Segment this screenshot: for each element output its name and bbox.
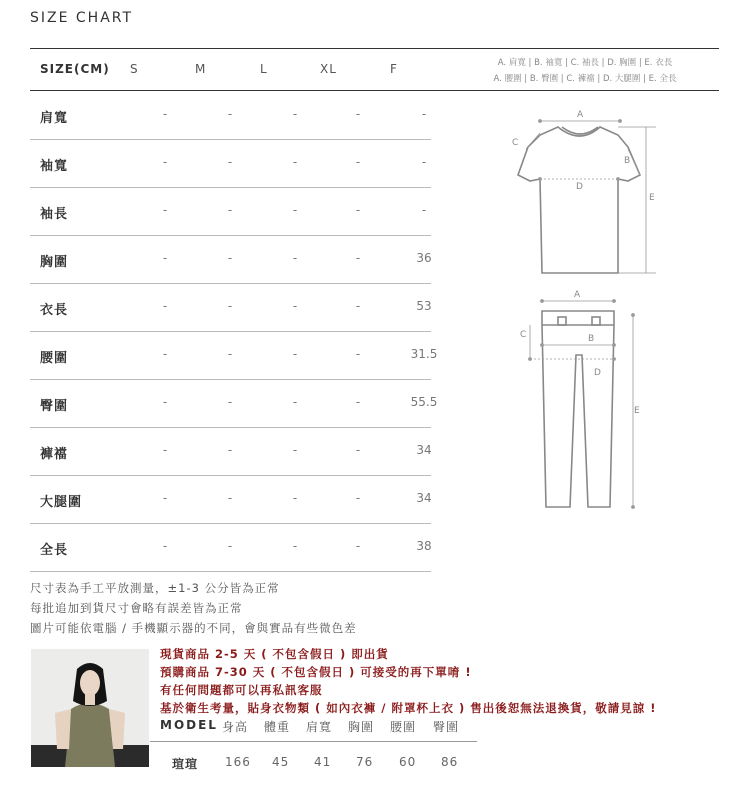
cell-f: 31.5 xyxy=(410,347,438,361)
bottom-diagram xyxy=(500,285,680,515)
row-label: 胸圍 xyxy=(40,255,69,270)
cell-xl: - xyxy=(355,107,361,121)
cell-f: 38 xyxy=(416,539,432,553)
size-header-xl: XL xyxy=(320,62,337,76)
size-header-m: M xyxy=(195,62,207,76)
row-label: 衣長 xyxy=(40,303,69,318)
cell-l: - xyxy=(292,491,298,505)
top-diagram xyxy=(500,105,680,285)
cell-l: - xyxy=(292,203,298,217)
cell-s: - xyxy=(162,155,168,169)
cell-m: - xyxy=(227,203,233,217)
model-hip-value: 86 xyxy=(441,755,459,769)
cell-m: - xyxy=(227,395,233,409)
pants-label-d: D xyxy=(594,368,601,378)
measurement-notes xyxy=(30,578,357,638)
cell-xl: - xyxy=(355,203,361,217)
table-row xyxy=(30,235,431,284)
cell-xl: - xyxy=(355,491,361,505)
model-name: 瑄瑄 xyxy=(172,757,199,771)
model-table-rule xyxy=(150,741,477,742)
policy-line: 現貨商品 2-5 天 ( 不包含假日 ) 即出貨 xyxy=(160,647,389,661)
model-header-height: 身高 xyxy=(222,720,249,734)
measurement-legend xyxy=(450,55,720,87)
cell-s: - xyxy=(162,251,168,265)
model-photo xyxy=(31,649,149,767)
pants-label-c: C xyxy=(520,330,527,340)
cell-l: - xyxy=(292,443,298,457)
cell-s: - xyxy=(162,491,168,505)
cell-m: - xyxy=(227,299,233,313)
row-label: 腰圍 xyxy=(40,351,69,366)
pants-label-b: B xyxy=(588,334,595,344)
size-header-f: F xyxy=(390,62,398,76)
note-line: 每批追加到貨尺寸會略有誤差皆為正常 xyxy=(30,601,243,615)
policy-line: 有任何問題都可以再私訊客服 xyxy=(160,683,323,697)
cell-s: - xyxy=(162,347,168,361)
note-line: 尺寸表為手工平放測量，±1-3 公分皆為正常 xyxy=(30,581,280,595)
table-row xyxy=(30,283,431,332)
size-header-label: SIZE(CM) xyxy=(40,62,110,76)
cell-f: 34 xyxy=(416,491,432,505)
policy-line: 基於衛生考量，貼身衣物類 ( 如內衣褲 / 附罩杯上衣 ) 售出後恕無法退換貨，敬請見諒 ! xyxy=(160,701,657,715)
top-label-b: B xyxy=(624,156,631,166)
model-waist-value: 60 xyxy=(399,755,417,769)
table-row xyxy=(30,427,431,476)
cell-s: - xyxy=(162,395,168,409)
cell-xl: - xyxy=(355,443,361,457)
table-row xyxy=(30,187,431,236)
model-header-waist: 腰圍 xyxy=(390,720,417,734)
cell-f: 53 xyxy=(416,299,432,313)
pants-label-e: E xyxy=(634,406,640,416)
model-header-shoulder: 肩寬 xyxy=(306,720,333,734)
cell-s: - xyxy=(162,299,168,313)
cell-l: - xyxy=(292,299,298,313)
cell-l: - xyxy=(292,251,298,265)
cell-s: - xyxy=(162,203,168,217)
cell-l: - xyxy=(292,107,298,121)
model-bust-value: 76 xyxy=(356,755,374,769)
row-label: 褲襠 xyxy=(40,447,69,462)
cell-f: - xyxy=(421,107,427,121)
cell-xl: - xyxy=(355,539,361,553)
cell-l: - xyxy=(292,155,298,169)
cell-m: - xyxy=(227,155,233,169)
cell-f: - xyxy=(421,203,427,217)
size-header-l: L xyxy=(260,62,268,76)
model-shoulder-value: 41 xyxy=(314,755,332,769)
cell-m: - xyxy=(227,347,233,361)
cell-xl: - xyxy=(355,251,361,265)
model-weight-value: 45 xyxy=(272,755,290,769)
top-label-a: A xyxy=(577,110,584,120)
model-height-value: 166 xyxy=(225,755,251,769)
row-label: 臀圍 xyxy=(40,399,69,414)
cell-m: - xyxy=(227,251,233,265)
cell-xl: - xyxy=(355,347,361,361)
pants-label-a: A xyxy=(574,290,581,300)
cell-s: - xyxy=(162,539,168,553)
model-header-hip: 臀圍 xyxy=(433,720,460,734)
model-header-label: MODEL xyxy=(160,718,218,732)
model-header-weight: 體重 xyxy=(264,720,291,734)
cell-xl: - xyxy=(355,299,361,313)
row-label: 大腿圍 xyxy=(40,495,83,510)
cell-l: - xyxy=(292,395,298,409)
top-label-e: E xyxy=(649,193,655,203)
cell-l: - xyxy=(292,539,298,553)
top-label-c: C xyxy=(512,138,519,148)
row-label: 肩寬 xyxy=(40,111,69,126)
policy-line: 預購商品 7-30 天 ( 不包含假日 ) 可接受的再下單唷 ! xyxy=(160,665,472,679)
table-row xyxy=(30,523,431,572)
top-outline xyxy=(518,127,640,273)
top-label-d: D xyxy=(576,182,583,192)
cell-m: - xyxy=(227,107,233,121)
cell-f: 55.5 xyxy=(410,395,438,409)
header-top-rule xyxy=(30,48,719,49)
cell-l: - xyxy=(292,347,298,361)
cell-m: - xyxy=(227,443,233,457)
cell-m: - xyxy=(227,491,233,505)
table-row xyxy=(30,475,431,524)
table-row xyxy=(30,331,438,380)
cell-xl: - xyxy=(355,155,361,169)
pants-outline xyxy=(542,311,614,507)
note-line: 圖片可能依電腦 / 手機顯示器的不同，會與實品有些微色差 xyxy=(30,621,357,635)
table-row xyxy=(30,379,438,428)
cell-s: - xyxy=(162,443,168,457)
table-row xyxy=(30,91,431,140)
table-row xyxy=(30,139,431,188)
cell-f: 36 xyxy=(416,251,432,265)
cell-f: - xyxy=(421,155,427,169)
size-header-s: S xyxy=(130,62,139,76)
legend-bottom-line: A. 腰圍 | B. 臀圍 | C. 褲襠 | D. 大腿圍 | E. 全長 xyxy=(493,74,677,84)
cell-m: - xyxy=(227,539,233,553)
legend-top-line: A. 肩寬 | B. 袖寬 | C. 袖長 | D. 胸圍 | E. 衣長 xyxy=(497,58,673,68)
cell-f: 34 xyxy=(416,443,432,457)
cell-xl: - xyxy=(355,395,361,409)
page-title: SIZE CHART xyxy=(30,10,134,26)
row-label: 袖寬 xyxy=(40,159,69,174)
cell-s: - xyxy=(162,107,168,121)
row-label: 全長 xyxy=(40,543,69,558)
model-header-bust: 胸圍 xyxy=(348,720,375,734)
row-label: 袖長 xyxy=(40,207,69,222)
shipping-policy xyxy=(160,645,656,717)
